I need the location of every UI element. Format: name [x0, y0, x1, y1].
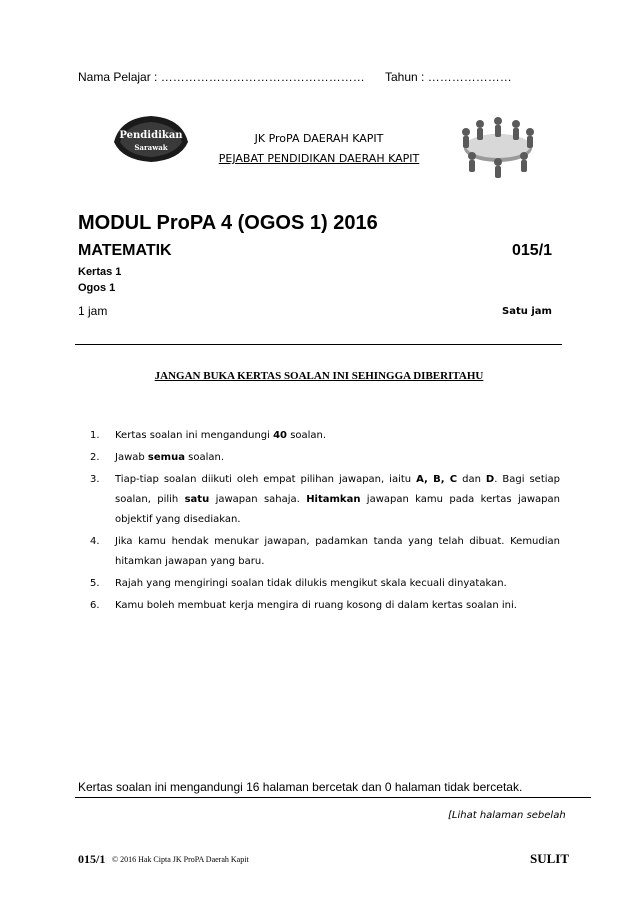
footer-code: 015/1 — [78, 852, 106, 866]
duration-words: Satu jam — [502, 306, 552, 317]
paper-label: Kertas 1 — [78, 266, 122, 278]
module-title: MODUL ProPA 4 (OGOS 1) 2016 — [78, 212, 378, 234]
subject-code: 015/1 — [512, 242, 553, 259]
organizer-name: JK ProPA DAERAH KAPIT — [254, 132, 384, 145]
instruction-item: 1. Kertas soalan ini mengandungi 40 soalan. — [90, 430, 327, 441]
office-name: PEJABAT PENDIDIKAN DAERAH KAPIT — [218, 152, 420, 165]
subject-title: MATEMATIK — [78, 242, 172, 259]
year-line: Tahun : ………………… — [385, 70, 512, 84]
instructions-list — [90, 426, 560, 618]
next-page-note: [Lihat halaman sebelah — [448, 810, 566, 821]
instruction-item: 3. Tiap-tiap soalan diikuti oleh empat pilihan jawapan, iaitu A, B, C dan D. Bagi setiap soalan, pilih satu jawapan sahaja. Hitamkan jawapan kamu pada kertas jawapan objektif yang disediakan. — [90, 474, 560, 525]
classification-label: SULIT — [530, 851, 570, 866]
page-count-note: Kertas soalan ini mengandungi 16 halaman bercetak dan 0 halaman tidak bercetak. — [78, 780, 523, 794]
instruction-item: 2. Jawab semua soalan. — [90, 452, 225, 463]
instruction-item: 6. Kamu boleh membuat kerja mengira di ruang kosong di dalam kertas soalan ini. — [90, 600, 517, 611]
student-name-line: Nama Pelajar : …………………………………………… — [78, 70, 365, 84]
footer-copyright: © 2016 Hak Cipta JK ProPA Daerah Kapit — [112, 855, 249, 864]
svg-text:Pendidikan: Pendidikan — [119, 130, 183, 141]
divider-top — [75, 344, 562, 345]
duration-label: 1 jam — [78, 304, 108, 318]
warning-text: JANGAN BUKA KERTAS SOALAN INI SEHINGGA DIBERITAHU — [154, 370, 484, 382]
divider-bottom — [75, 797, 591, 798]
svg-text:Sarawak: Sarawak — [134, 143, 168, 152]
instruction-item: 5. Rajah yang mengiringi soalan tidak dilukis mengikut skala kecuali dinyatakan. — [90, 578, 507, 589]
meeting-table-logo — [452, 110, 544, 180]
instruction-item: 4. Jika kamu hendak menukar jawapan, padamkan tanda yang telah dibuat. Kemudian hitamkan jawapan yang baru. — [90, 536, 560, 567]
month-label: Ogos 1 — [78, 282, 116, 294]
